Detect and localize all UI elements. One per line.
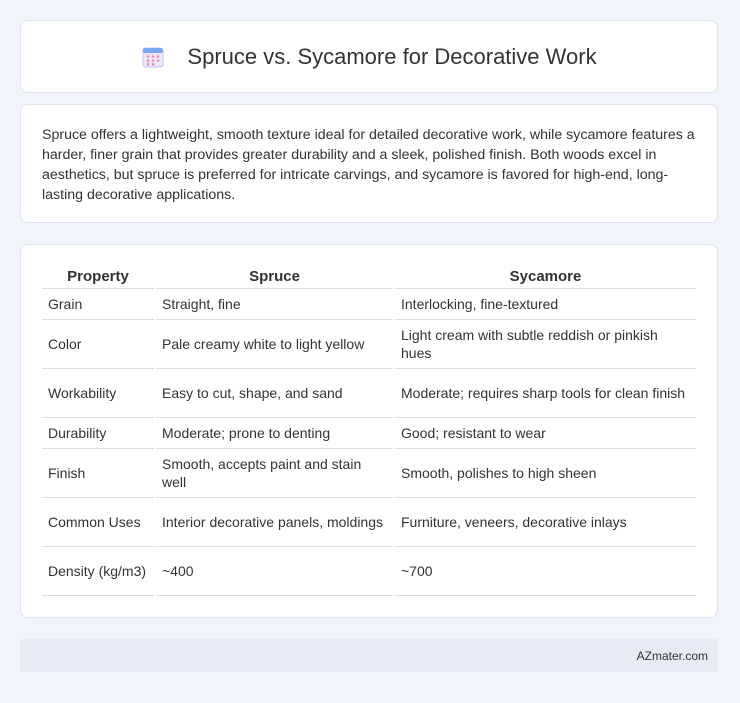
property-cell: Durability [42, 418, 154, 449]
spruce-cell: Straight, fine [156, 289, 393, 320]
column-header-sycamore: Sycamore [395, 264, 696, 289]
calendar-grid-icon [141, 45, 165, 69]
sycamore-cell: ~700 [395, 547, 696, 596]
sycamore-cell: Interlocking, fine-textured [395, 289, 696, 320]
table-row [42, 449, 696, 498]
property-cell: Finish [42, 449, 154, 498]
sycamore-cell: Moderate; requires sharp tools for clean finish [395, 369, 696, 418]
sycamore-cell: Smooth, polishes to high sheen [395, 449, 696, 498]
title-card [20, 20, 718, 93]
spruce-cell: Moderate; prone to denting [156, 418, 393, 449]
comparison-table [40, 264, 698, 596]
spruce-cell: Pale creamy white to light yellow [156, 320, 393, 369]
page-title: Spruce vs. Sycamore for Decorative Work [187, 43, 597, 69]
property-cell: Density (kg/m3) [42, 547, 154, 596]
spruce-cell: ~400 [156, 547, 393, 596]
footer-brand: AZmater.com [636, 648, 708, 663]
sycamore-cell: Light cream with subtle reddish or pinkish hues [395, 320, 696, 369]
table-row [42, 547, 696, 596]
property-cell: Grain [42, 289, 154, 320]
table-row [42, 289, 696, 320]
sycamore-cell: Good; resistant to wear [395, 418, 696, 449]
spruce-cell: Easy to cut, shape, and sand [156, 369, 393, 418]
table-row [42, 320, 696, 369]
summary-card [20, 104, 718, 223]
table-row [42, 418, 696, 449]
table-header-row [42, 264, 696, 289]
footer-bar [20, 639, 718, 672]
summary-text: Spruce offers a lightweight, smooth texture ideal for detailed decorative work, while sycamore features a harder, finer grain that provides greater durability and a sleek, polished finish. Both woods excel in aesthetics, but spruce is preferred for intricate carvings, and sycamore is favored for high-end, long-lasting decorative applications. [42, 127, 695, 203]
table-row [42, 498, 696, 547]
property-cell: Workability [42, 369, 154, 418]
table-row [42, 369, 696, 418]
column-header-property: Property [42, 264, 154, 289]
comparison-table-card [20, 244, 718, 618]
property-cell: Common Uses [42, 498, 154, 547]
spruce-cell: Interior decorative panels, moldings [156, 498, 393, 547]
column-header-spruce: Spruce [156, 264, 393, 289]
sycamore-cell: Furniture, veneers, decorative inlays [395, 498, 696, 547]
spruce-cell: Smooth, accepts paint and stain well [156, 449, 393, 498]
property-cell: Color [42, 320, 154, 369]
